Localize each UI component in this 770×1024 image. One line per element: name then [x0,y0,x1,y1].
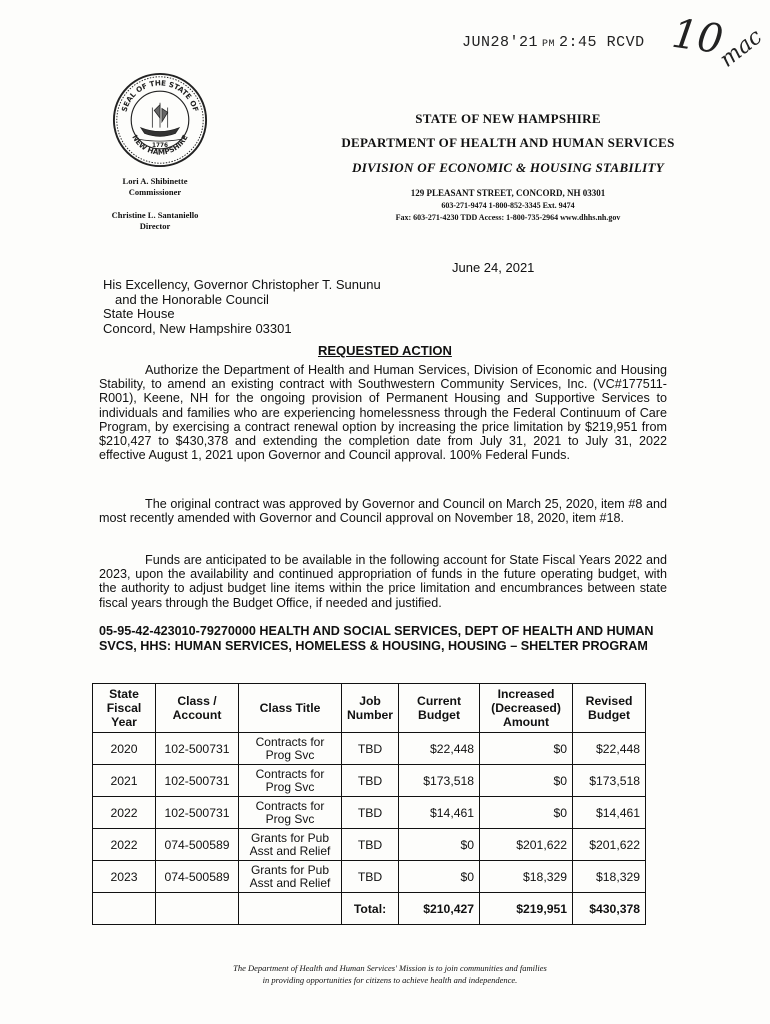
cell-revised: $14,461 [573,797,646,829]
cell-title: Contracts for Prog Svc [239,765,342,797]
table-header-row [93,684,646,733]
seal-year: 1776 [151,142,169,149]
recipient-line1: His Excellency, Governor Christopher T. Sununu [103,277,381,292]
mission-footer [150,962,630,986]
seal-top-text: SEAL OF THE STATE OF [119,78,201,113]
stamp-date: JUN28'21 [462,34,539,51]
cell-account: 074-500589 [156,861,239,893]
header-department: DEPARTMENT OF HEALTH AND HUMAN SERVICES [341,135,675,150]
table-row [93,829,646,861]
col-header-class-account: Class / Account [156,684,239,733]
cell-revised: $173,518 [573,765,646,797]
cell-total-label: Total: [342,893,399,925]
director-block [90,210,220,232]
cell-year: 2023 [93,861,156,893]
director-title: Director [139,221,171,231]
table-row [93,861,646,893]
table-row [93,765,646,797]
cell-job: TBD [342,861,399,893]
cell-empty [156,893,239,925]
header-state: STATE OF NEW HAMPSHIRE [415,111,601,126]
cell-job: TBD [342,765,399,797]
paragraph-funds [99,553,667,610]
cell-title: Grants for Pub Asst and Relief [239,861,342,893]
cell-revised: $18,329 [573,861,646,893]
recipient-address [103,278,381,336]
stamp-pm: PM [542,39,556,50]
header-fax: Fax: 603-271-4230 TDD Access: 1-800-735-2964 www.dhhs.nh.gov [395,213,621,222]
letter-date: June 24, 2021 [452,260,535,275]
cell-total-revised: $430,378 [573,893,646,925]
col-header-class-title: Class Title [239,684,342,733]
cell-total-change: $219,951 [480,893,573,925]
col-header-change-amount: Increased (Decreased) Amount [480,684,573,733]
cell-change: $0 [480,765,573,797]
recipient-line3: State House [103,306,175,321]
cell-current: $0 [399,861,480,893]
table-total-row [93,893,646,925]
col-header-job-number: Job Number [342,684,399,733]
commissioner-name: Lori A. Shibinette [122,176,188,186]
account-heading: 05-95-42-423010-79270000 HEALTH AND SOCIAL SERVICES, DEPT OF HEALTH AND HUMAN SVCS, HHS: HUMAN SERVICES, HOMELESS & HOUSING, HOUSING – SHELTER PROGRAM [99,624,654,653]
table-row [93,733,646,765]
cell-change: $201,622 [480,829,573,861]
header-address: 129 PLEASANT STREET, CONCORD, NH 03301 [410,188,606,198]
paragraph-original-contract [99,497,667,525]
cell-job: TBD [342,797,399,829]
paragraph-original-contract-text: The original contract was approved by Governor and Council on March 25, 2020, item #8 and most recently amended with Governor and Council approval on November 18, 2020, item #18. [99,497,667,526]
cell-current: $173,518 [399,765,480,797]
col-header-current-budget: Current Budget [399,684,480,733]
cell-total-current: $210,427 [399,893,480,925]
cell-year: 2021 [93,765,156,797]
cell-title: Contracts for Prog Svc [239,797,342,829]
handwritten-initials: mac [715,24,768,73]
paragraph-authorize-text: Authorize the Department of Health and Human Services, Division of Economic and Housing Stability, to amend an existing contract with Southwestern Community Services, Inc. (VC#177511-R001), Keene, NH for the ongoing provision of Permanent Housing and Supportive Services to individuals and families who are experiencing homelessness through the Federal Continuum of Care Program, by exercising a contract renewal option by increasing the price limitation by $219,951 from $210,427 to $430,378 and extending the completion date from July 31, 2021 to July 31, 2022 effective August 1, 2021 upon Governor and Council approval. 100% Federal Funds. [99,363,667,463]
recipient-line4: Concord, New Hampshire 03301 [103,320,292,336]
header-division: DIVISION OF ECONOMIC & HOUSING STABILITY [352,160,664,175]
commissioner-block [90,176,220,198]
cell-account: 102-500731 [156,765,239,797]
seal-bottom-text: NEW HAMPSHIRE [130,133,190,157]
commissioner-title: Commissioner [128,187,182,197]
cell-change: $0 [480,797,573,829]
cell-empty [239,893,342,925]
header-phones: 603-271-9474 1-800-852-3345 Ext. 9474 [441,201,575,210]
cell-job: TBD [342,733,399,765]
cell-revised: $201,622 [573,829,646,861]
recipient-line2: and the Honorable Council [115,291,269,307]
received-stamp [462,34,645,51]
state-seal-icon [112,72,208,168]
cell-account: 102-500731 [156,733,239,765]
cell-account: 102-500731 [156,797,239,829]
cell-current: $22,448 [399,733,480,765]
cell-current: $14,461 [399,797,480,829]
cell-job: TBD [342,829,399,861]
cell-year: 2020 [93,733,156,765]
col-header-fiscal-year: State Fiscal Year [93,684,156,733]
footer-line1: The Department of Health and Human Services' Mission is to join communities and families [233,963,547,973]
cell-empty [93,893,156,925]
footer-line2: in providing opportunities for citizens to achieve health and independence. [262,975,518,985]
handwritten-item-number: 10 [669,10,726,64]
cell-current: $0 [399,829,480,861]
stamp-rcvd: RCVD [606,34,645,51]
cell-year: 2022 [93,797,156,829]
requested-action-heading: REQUESTED ACTION [318,343,452,358]
budget-table [92,683,646,925]
stamp-time: 2:45 [559,34,598,51]
cell-account: 074-500589 [156,829,239,861]
cell-title: Grants for Pub Asst and Relief [239,829,342,861]
cell-change: $18,329 [480,861,573,893]
paragraph-funds-text: Funds are anticipated to be available in the following account for State Fiscal Years 2022 and 2023, upon the availability and continued appropriation of funds in the future operating budget, with the authority to adjust budget line items within the price limitation and encumbrances between state fiscal years through the Budget Office, if needed and justified. [99,553,667,610]
cell-title: Contracts for Prog Svc [239,733,342,765]
cell-year: 2022 [93,829,156,861]
director-name: Christine L. Santaniello [111,210,199,220]
col-header-revised-budget: Revised Budget [573,684,646,733]
cell-revised: $22,448 [573,733,646,765]
paragraph-authorize [99,363,667,462]
table-row [93,797,646,829]
cell-change: $0 [480,733,573,765]
